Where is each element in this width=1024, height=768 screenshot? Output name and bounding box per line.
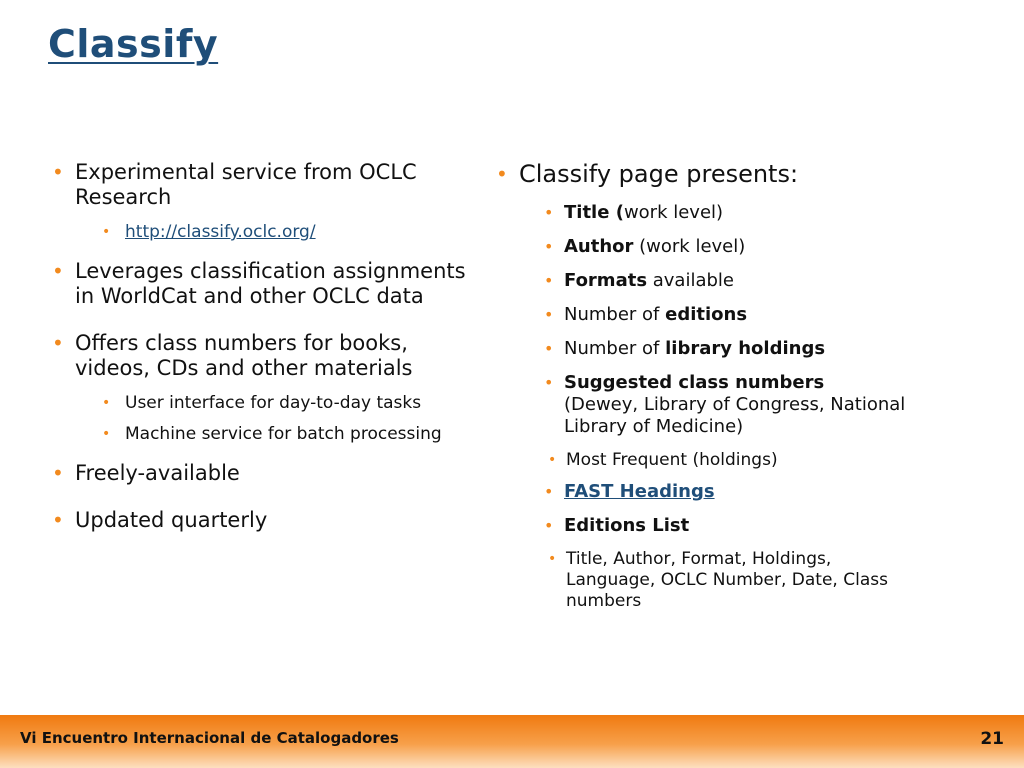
right-column	[494, 160, 914, 622]
bullet-title: • Title (work level)	[542, 202, 914, 224]
bullet-classify-page-presents: • Classify page presents:	[494, 160, 914, 188]
bullet-experimental-service: • Experimental service from OCLC Research	[50, 160, 470, 210]
right-sublist	[542, 202, 914, 438]
bullet-leverages: • Leverages classification assignments in WorldCat and other OCLC data	[50, 259, 470, 309]
fast-headings-link[interactable]: FAST Headings	[564, 481, 715, 502]
bullet-editions-fields: • Title, Author, Format, Holdings, Language, OCLC Number, Date, Class numbers	[546, 549, 914, 612]
left-sublist-link	[100, 222, 470, 243]
classify-url-link[interactable]: http://classify.oclc.org/	[125, 222, 316, 242]
right-sublist-suggested	[546, 450, 914, 471]
footer-bar	[0, 715, 1024, 768]
bullet-author: • Author (work level)	[542, 236, 914, 258]
left-bullet-list-3	[50, 461, 470, 533]
bullet-fast-headings	[542, 481, 914, 503]
left-bullet-list-2	[50, 259, 470, 381]
bullet-suggested-class-numbers: • Suggested class numbers (Dewey, Library of Congress, National Library of Medicine)	[542, 372, 914, 438]
bullet-editions: • Number of editions	[542, 304, 914, 326]
bullet-freely-available: • Freely-available	[50, 461, 470, 486]
bullet-library-holdings: • Number of library holdings	[542, 338, 914, 360]
bullet-editions-list: • Editions List	[542, 515, 914, 537]
left-bullet-list	[50, 160, 470, 210]
slide-title: Classify	[48, 22, 219, 66]
footer-text: Vi Encuentro Internacional de Catalogadores	[20, 729, 399, 747]
bullet-offers-class-numbers: • Offers class numbers for books, videos, CDs and other materials	[50, 331, 470, 381]
bullet-classify-url	[100, 222, 470, 243]
bullet-most-frequent: • Most Frequent (holdings)	[546, 450, 914, 471]
right-sublist-2	[542, 481, 914, 537]
bullet-updated-quarterly: • Updated quarterly	[50, 508, 470, 533]
right-sublist-editions	[546, 549, 914, 612]
bullet-formats: • Formats available	[542, 270, 914, 292]
left-column	[50, 160, 470, 555]
right-bullet-list	[494, 160, 914, 188]
page-number: 21	[980, 729, 1004, 749]
bullet-machine-service: • Machine service for batch processing	[100, 424, 470, 445]
bullet-user-interface: • User interface for day-to-day tasks	[100, 393, 470, 414]
left-sublist-interfaces	[100, 393, 470, 445]
